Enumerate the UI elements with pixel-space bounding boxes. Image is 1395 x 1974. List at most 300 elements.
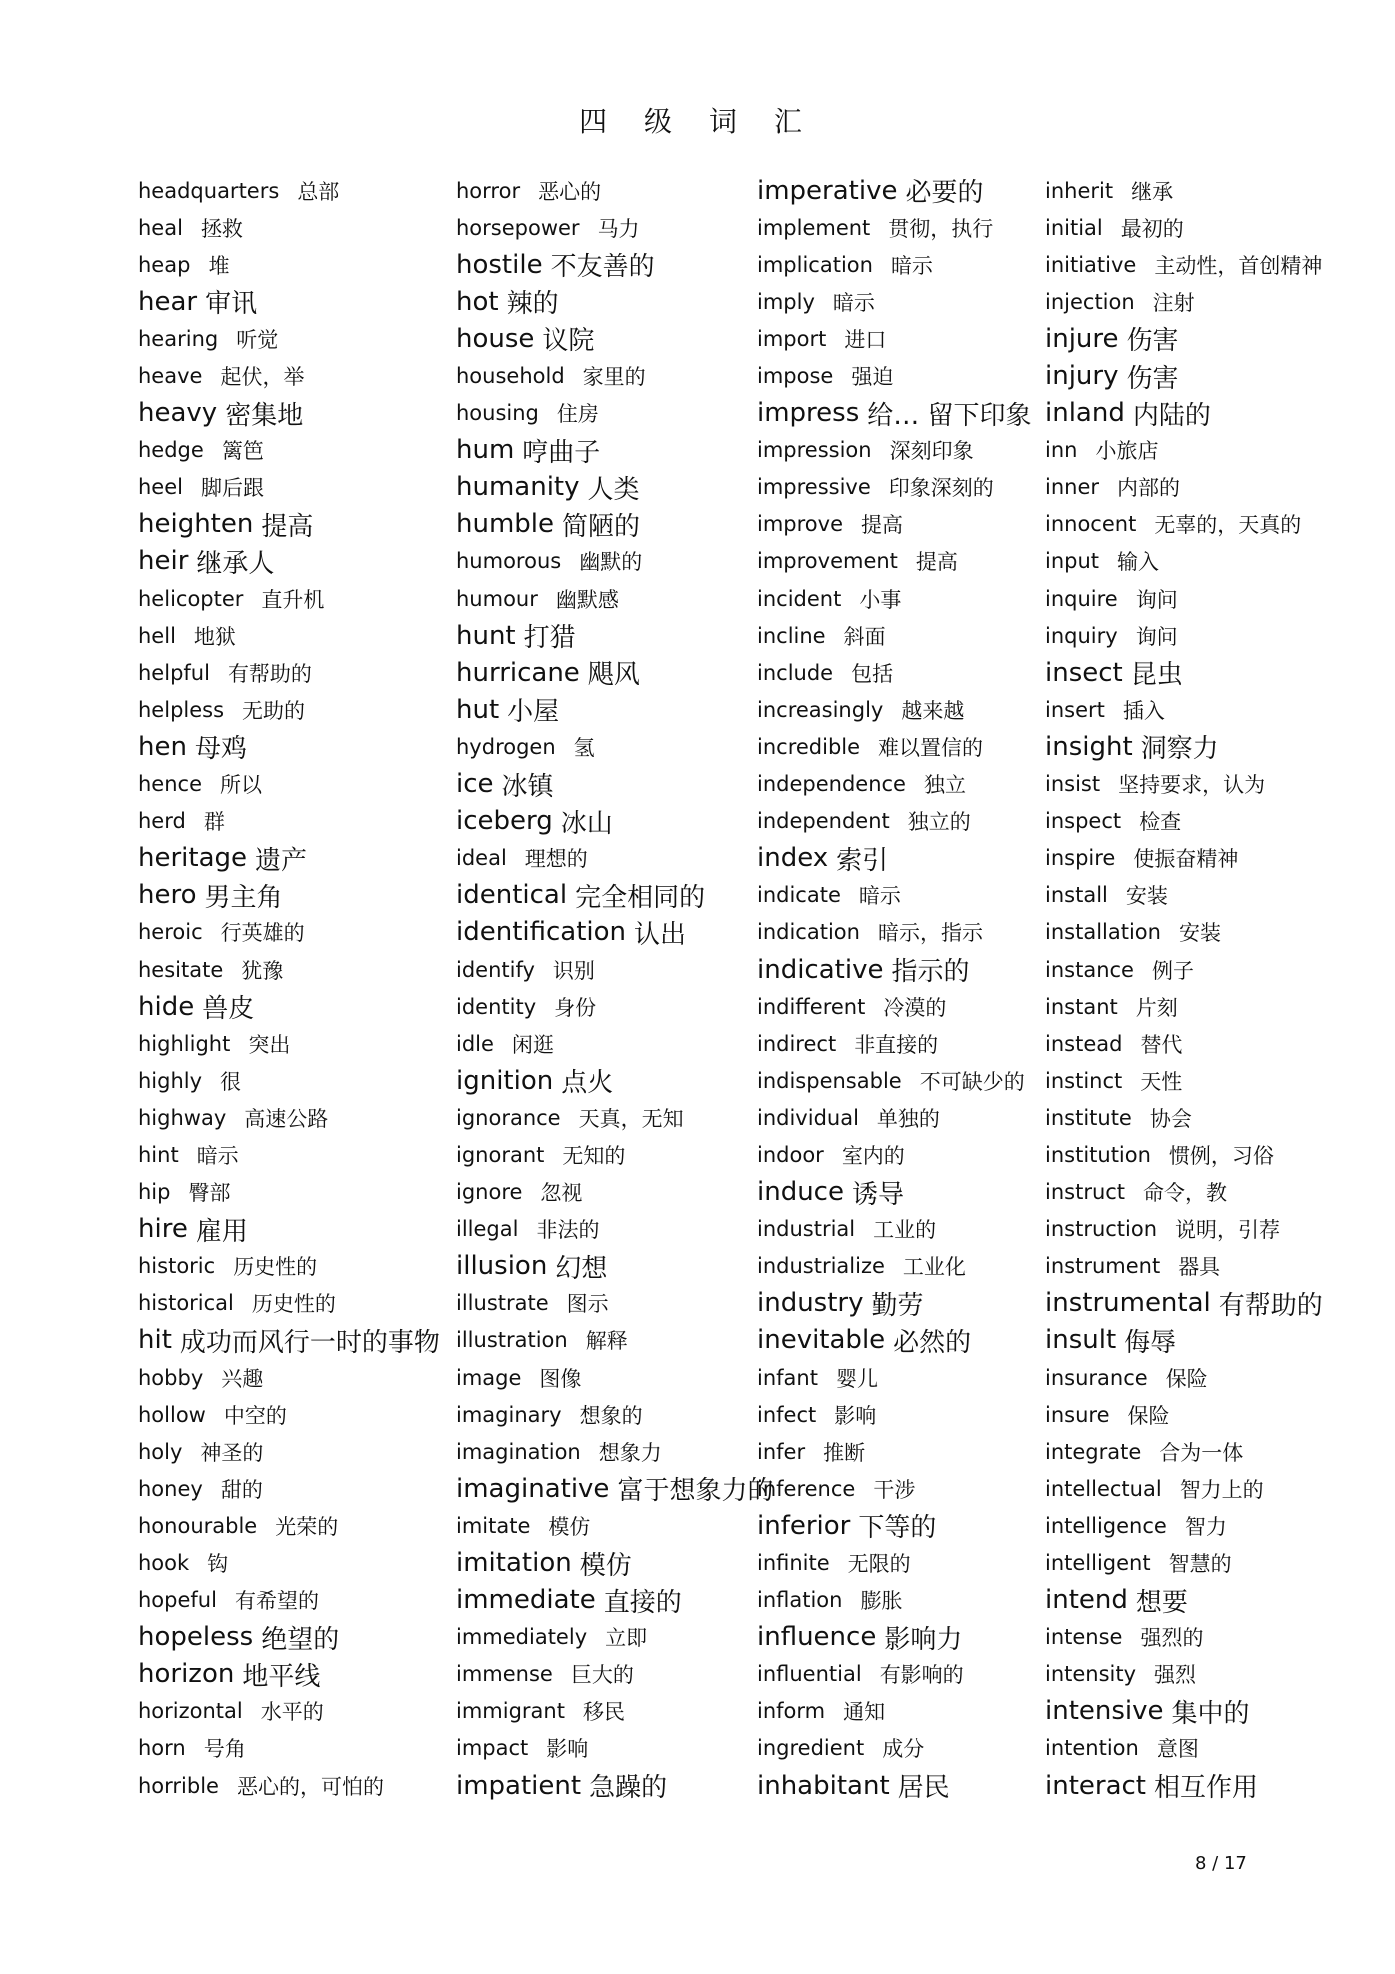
chinese-meaning: 影响 [834, 1403, 877, 1428]
vocab-entry [1045, 1693, 1323, 1730]
chinese-meaning: 安装 [1125, 884, 1168, 909]
chinese-meaning: 无限的 [847, 1552, 911, 1577]
vocab-entry [757, 395, 1032, 432]
vocab-entry [138, 469, 440, 506]
vocab-entry [138, 320, 440, 357]
vocab-entry [456, 1285, 773, 1322]
chinese-meaning: 非法的 [536, 1218, 600, 1243]
chinese-meaning: 插入 [1122, 698, 1165, 723]
english-word: implication [757, 252, 873, 277]
vocab-entry [757, 914, 1032, 951]
chinese-meaning: 钩 [207, 1552, 229, 1577]
vocab-entry [138, 1544, 440, 1581]
english-word: inland [1045, 398, 1125, 429]
vocab-entry [138, 1359, 440, 1396]
english-word: insure [1045, 1402, 1110, 1427]
vocab-entry [456, 246, 773, 283]
english-word: include [757, 660, 834, 685]
english-word: impressive [757, 475, 871, 500]
english-word: hostile [456, 249, 543, 280]
chinese-meaning: 成功而风行一时的事物 [179, 1327, 440, 1358]
chinese-meaning: 印象深刻的 [888, 476, 994, 501]
chinese-meaning: 必然的 [893, 1327, 972, 1358]
chinese-meaning: 继承人 [196, 548, 275, 579]
english-word: intensity [1045, 1662, 1137, 1687]
vocab-column-4 [1045, 172, 1323, 1804]
chinese-meaning: 议院 [542, 326, 595, 357]
vocab-entry [1045, 432, 1323, 469]
chinese-meaning: 身份 [554, 995, 597, 1020]
english-word: instrument [1045, 1254, 1161, 1279]
english-word: impose [757, 364, 834, 389]
english-word: instinct [1045, 1068, 1123, 1093]
english-word: highlight [138, 1031, 231, 1056]
english-word: hire [138, 1214, 188, 1245]
english-word: hunt [456, 620, 516, 651]
vocab-entry [138, 209, 440, 246]
chinese-meaning: 暗示 [858, 884, 901, 909]
vocab-entry [138, 246, 440, 283]
chinese-meaning: 命令，教 [1143, 1181, 1228, 1206]
english-word: humour [456, 586, 538, 611]
chinese-meaning: 指示的 [891, 957, 970, 988]
chinese-meaning: 暗示 [832, 290, 875, 315]
english-word: induce [757, 1177, 844, 1208]
english-word: humorous [456, 549, 562, 574]
chinese-meaning: 打猎 [523, 623, 576, 654]
vocab-entry [456, 1099, 773, 1136]
english-word: imaginary [456, 1402, 562, 1427]
vocab-entry [456, 1507, 773, 1544]
vocab-entry [1045, 1174, 1323, 1211]
vocab-entry [757, 1507, 1032, 1544]
vocab-entry [757, 283, 1032, 320]
chinese-meaning: 主动性，首创精神 [1154, 253, 1323, 278]
english-word: hesitate [138, 957, 224, 982]
chinese-meaning: 小屋 [507, 697, 560, 728]
vocab-entry [138, 1396, 440, 1433]
english-word: installation [1045, 920, 1161, 945]
chinese-meaning: 立即 [605, 1626, 648, 1651]
chinese-meaning: 兴趣 [221, 1366, 264, 1391]
english-word: humanity [456, 472, 580, 503]
chinese-meaning: 独立 [923, 773, 966, 798]
vocab-entry [757, 1433, 1032, 1470]
vocab-column-1 [138, 172, 440, 1804]
chinese-meaning: 保险 [1127, 1403, 1170, 1428]
chinese-meaning: 智力上的 [1179, 1477, 1264, 1502]
english-word: injury [1045, 361, 1119, 392]
vocab-entry [757, 1396, 1032, 1433]
vocab-entry [1045, 246, 1323, 283]
vocab-entry [757, 951, 1032, 988]
english-word: household [456, 364, 565, 389]
english-word: instance [1045, 957, 1134, 982]
vocab-entry [1045, 1285, 1323, 1322]
chinese-meaning: 人类 [587, 474, 640, 505]
vocab-entry [138, 357, 440, 394]
chinese-meaning: 强烈的 [1140, 1626, 1204, 1651]
english-word: indispensable [757, 1068, 902, 1093]
vocab-entry [456, 1656, 773, 1693]
chinese-meaning: 膨胀 [860, 1589, 903, 1614]
english-word: horsepower [456, 215, 580, 240]
english-word: indoor [757, 1142, 824, 1167]
chinese-meaning: 识别 [552, 958, 595, 983]
english-word: heel [138, 475, 183, 500]
english-word: hook [138, 1551, 190, 1576]
vocab-entry [757, 654, 1032, 691]
english-word: idle [456, 1031, 494, 1056]
english-word: holy [138, 1439, 183, 1464]
vocab-entry [138, 1582, 440, 1619]
english-word: instant [1045, 994, 1118, 1019]
english-word: innocent [1045, 512, 1137, 537]
vocab-entry [456, 654, 773, 691]
chinese-meaning: 包括 [851, 661, 894, 686]
chinese-meaning: 通知 [843, 1700, 886, 1725]
chinese-meaning: 巨大的 [570, 1663, 634, 1688]
vocab-entry [757, 469, 1032, 506]
vocab-entry [1045, 1767, 1323, 1804]
vocab-entry [757, 357, 1032, 394]
vocab-entry [456, 1582, 773, 1619]
english-word: helicopter [138, 586, 244, 611]
vocab-entry [1045, 1656, 1323, 1693]
chinese-meaning: 甜的 [220, 1477, 263, 1502]
vocab-entry [1045, 1211, 1323, 1248]
vocab-entry [456, 617, 773, 654]
english-word: indicative [757, 954, 884, 985]
vocab-entry [757, 1656, 1032, 1693]
vocab-entry [1045, 209, 1323, 246]
english-word: intelligent [1045, 1551, 1151, 1576]
chinese-meaning: 替代 [1140, 1032, 1183, 1057]
vocab-column-3 [757, 172, 1032, 1804]
chinese-meaning: 起伏，举 [220, 365, 305, 390]
chinese-meaning: 注射 [1152, 290, 1195, 315]
english-word: iceberg [456, 806, 553, 837]
english-word: hit [138, 1325, 172, 1356]
english-word: hopeful [138, 1588, 217, 1613]
chinese-meaning: 图示 [566, 1292, 609, 1317]
chinese-meaning: 哼曲子 [522, 437, 601, 468]
english-word: illustrate [456, 1291, 549, 1316]
chinese-meaning: 简陋的 [562, 511, 641, 542]
english-word: independent [757, 809, 890, 834]
english-word: hide [138, 991, 195, 1022]
chinese-meaning: 地平线 [242, 1661, 321, 1692]
english-word: incredible [757, 734, 861, 759]
vocab-entry [138, 432, 440, 469]
vocab-entry [138, 951, 440, 988]
english-word: hum [456, 435, 515, 466]
english-word: impatient [456, 1770, 582, 1801]
english-word: ingredient [757, 1736, 865, 1761]
vocab-entry [138, 395, 440, 432]
vocab-entry [757, 1322, 1032, 1359]
vocab-entry [456, 1619, 773, 1656]
chinese-meaning: 暗示，指示 [877, 921, 983, 946]
english-word: intellectual [1045, 1476, 1162, 1501]
english-word: insist [1045, 772, 1101, 797]
english-word: ignore [456, 1180, 523, 1205]
chinese-meaning: 提高 [261, 511, 314, 542]
chinese-meaning: 解释 [585, 1329, 628, 1354]
chinese-meaning: 例子 [1151, 958, 1194, 983]
chinese-meaning: 直升机 [261, 587, 325, 612]
chinese-meaning: 突出 [248, 1032, 291, 1057]
chinese-meaning: 输入 [1117, 550, 1160, 575]
english-word: imitate [456, 1513, 531, 1538]
english-word: historic [138, 1254, 216, 1279]
chinese-meaning: 协会 [1149, 1106, 1192, 1131]
vocab-entry [1045, 840, 1323, 877]
vocab-entry [456, 1396, 773, 1433]
chinese-meaning: 点火 [561, 1068, 614, 1099]
english-word: incline [757, 623, 826, 648]
english-word: heave [138, 364, 203, 389]
chinese-meaning: 冰山 [560, 808, 613, 839]
english-word: infant [757, 1365, 818, 1390]
english-word: heavy [138, 398, 218, 429]
vocab-entry [138, 506, 440, 543]
vocab-entry [138, 1656, 440, 1693]
english-word: helpless [138, 697, 225, 722]
vocab-entry [757, 1359, 1032, 1396]
chinese-meaning: 询问 [1135, 587, 1178, 612]
vocab-entry [456, 1136, 773, 1173]
vocab-entry [757, 1136, 1032, 1173]
chinese-meaning: 内部的 [1117, 476, 1181, 501]
vocab-entry [757, 432, 1032, 469]
english-word: ice [456, 769, 494, 800]
vocab-entry [138, 1248, 440, 1285]
english-word: hearing [138, 326, 219, 351]
english-word: ignition [456, 1065, 554, 1096]
english-word: injection [1045, 289, 1135, 314]
chinese-meaning: 天真，无知 [578, 1106, 684, 1131]
vocab-entry [1045, 988, 1323, 1025]
chinese-meaning: 坚持要求，认为 [1118, 773, 1266, 798]
chinese-meaning: 必要的 [905, 178, 984, 209]
english-word: impression [757, 438, 872, 463]
chinese-meaning: 很 [220, 1069, 242, 1094]
vocab-entry [456, 914, 773, 951]
chinese-meaning: 昆虫 [1130, 660, 1183, 691]
chinese-meaning: 模仿 [579, 1550, 632, 1581]
chinese-meaning: 恶心的，可怕的 [236, 1774, 384, 1799]
english-word: improvement [757, 549, 898, 574]
english-word: imply [757, 289, 815, 314]
chinese-meaning: 母鸡 [194, 734, 247, 765]
chinese-meaning: 辣的 [506, 289, 559, 320]
english-word: inspect [1045, 809, 1122, 834]
vocab-entry [456, 1693, 773, 1730]
english-word: hedge [138, 438, 204, 463]
english-word: inherit [1045, 178, 1114, 203]
vocab-entry [757, 506, 1032, 543]
english-word: hell [138, 623, 176, 648]
page-title: 四 级 词 汇 [579, 105, 816, 138]
vocab-entry [1045, 1099, 1323, 1136]
chinese-meaning: 进口 [844, 327, 887, 352]
english-word: inquire [1045, 586, 1118, 611]
chinese-meaning: 冰镇 [501, 771, 554, 802]
vocab-entry [138, 580, 440, 617]
chinese-meaning: 冷漠的 [883, 995, 947, 1020]
chinese-meaning: 干涉 [873, 1477, 916, 1502]
vocab-entry [1045, 469, 1323, 506]
english-word: incident [757, 586, 842, 611]
chinese-meaning: 小旅店 [1095, 439, 1159, 464]
english-word: inform [757, 1699, 826, 1724]
chinese-meaning: 号角 [203, 1737, 246, 1762]
english-word: instrumental [1045, 1288, 1211, 1319]
vocab-entry [1045, 1730, 1323, 1767]
vocab-entry [757, 1174, 1032, 1211]
chinese-meaning: 想象的 [579, 1403, 643, 1428]
vocab-entry [757, 246, 1032, 283]
chinese-meaning: 给… 留下印象 [867, 400, 1032, 431]
english-word: inflation [757, 1588, 843, 1613]
vocab-entry [138, 172, 440, 209]
english-word: ignorant [456, 1142, 545, 1167]
english-word: hence [138, 772, 203, 797]
chinese-meaning: 洞察力 [1140, 734, 1219, 765]
vocab-entry [1045, 580, 1323, 617]
vocab-entry [456, 543, 773, 580]
english-word: indicate [757, 883, 841, 908]
english-word: highly [138, 1068, 203, 1093]
english-word: honourable [138, 1513, 258, 1538]
chinese-meaning: 绝望的 [261, 1624, 340, 1655]
chinese-meaning: 高速公路 [244, 1106, 329, 1131]
chinese-meaning: 听觉 [236, 327, 279, 352]
chinese-meaning: 保险 [1165, 1366, 1208, 1391]
chinese-meaning: 家里的 [582, 365, 646, 390]
vocab-entry [456, 1248, 773, 1285]
english-word: improve [757, 512, 843, 537]
chinese-meaning: 富于想象力的 [617, 1476, 774, 1507]
vocab-entry [138, 1025, 440, 1062]
english-word: inn [1045, 438, 1078, 463]
english-word: inquiry [1045, 623, 1118, 648]
vocab-entry [757, 988, 1032, 1025]
vocab-entry [456, 1470, 773, 1507]
vocab-entry [456, 988, 773, 1025]
vocab-entry [757, 1730, 1032, 1767]
vocab-entry [456, 580, 773, 617]
vocab-entry [138, 1433, 440, 1470]
english-word: impact [456, 1736, 529, 1761]
vocab-entry [1045, 543, 1323, 580]
vocab-entry [138, 1619, 440, 1656]
vocab-entry [456, 840, 773, 877]
vocab-entry [138, 691, 440, 728]
chinese-meaning: 单独的 [876, 1106, 940, 1131]
chinese-meaning: 索引 [836, 845, 889, 876]
vocab-entry [1045, 951, 1323, 988]
english-word: hot [456, 286, 499, 317]
vocab-entry [757, 1582, 1032, 1619]
english-word: injure [1045, 323, 1119, 354]
vocab-entry [757, 1248, 1032, 1285]
english-word: hobby [138, 1365, 204, 1390]
chinese-meaning: 住房 [556, 402, 599, 427]
chinese-meaning: 移民 [582, 1700, 625, 1725]
english-word: instruction [1045, 1217, 1158, 1242]
vocab-entry [1045, 691, 1323, 728]
chinese-meaning: 完全相同的 [575, 882, 706, 913]
english-word: heal [138, 215, 183, 240]
chinese-meaning: 斜面 [843, 624, 886, 649]
vocab-entry [1045, 1025, 1323, 1062]
english-word: insect [1045, 657, 1123, 688]
vocab-entry [757, 1025, 1032, 1062]
chinese-meaning: 脚后跟 [200, 476, 264, 501]
vocab-entry [138, 1767, 440, 1804]
chinese-meaning: 行英雄的 [220, 921, 305, 946]
english-word: instead [1045, 1031, 1123, 1056]
english-word: illustration [456, 1328, 568, 1353]
vocab-entry [1045, 283, 1323, 320]
english-word: identify [456, 957, 535, 982]
chinese-meaning: 想象力 [598, 1440, 662, 1465]
chinese-meaning: 伤害 [1126, 326, 1179, 357]
english-word: imagination [456, 1439, 581, 1464]
english-word: humble [456, 509, 555, 540]
vocab-entry [138, 877, 440, 914]
vocab-entry [1045, 766, 1323, 803]
english-word: input [1045, 549, 1100, 574]
chinese-meaning: 堆 [208, 253, 230, 278]
vocab-entry [456, 877, 773, 914]
english-word: indifferent [757, 994, 866, 1019]
english-word: identification [456, 917, 627, 948]
chinese-meaning: 拯救 [200, 216, 243, 241]
vocab-entry [757, 320, 1032, 357]
chinese-meaning: 工业化 [902, 1255, 966, 1280]
chinese-meaning: 提高 [861, 513, 903, 538]
vocab-entry [456, 691, 773, 728]
english-word: hint [138, 1142, 179, 1167]
vocab-entry [138, 1174, 440, 1211]
chinese-meaning: 惯例，习俗 [1168, 1143, 1274, 1168]
chinese-meaning: 询问 [1135, 624, 1178, 649]
vocab-entry [456, 432, 773, 469]
english-word: heap [138, 252, 191, 277]
english-word: hollow [138, 1402, 206, 1427]
chinese-meaning: 历史性的 [233, 1255, 318, 1280]
english-word: hydrogen [456, 734, 556, 759]
english-word: hurricane [456, 657, 580, 688]
chinese-meaning: 暗示 [196, 1143, 239, 1168]
english-word: hear [138, 286, 198, 317]
english-word: infect [757, 1402, 817, 1427]
vocab-entry [138, 840, 440, 877]
chinese-meaning: 犹豫 [241, 958, 284, 983]
vocab-entry [456, 469, 773, 506]
english-word: hut [456, 694, 500, 725]
english-word: inferior [757, 1510, 851, 1541]
vocab-entry [138, 1285, 440, 1322]
vocab-entry [1045, 357, 1323, 394]
chinese-meaning: 内陆的 [1132, 400, 1211, 431]
english-word: highway [138, 1105, 227, 1130]
english-word: intense [1045, 1625, 1123, 1650]
chinese-meaning: 难以置信的 [878, 735, 984, 760]
